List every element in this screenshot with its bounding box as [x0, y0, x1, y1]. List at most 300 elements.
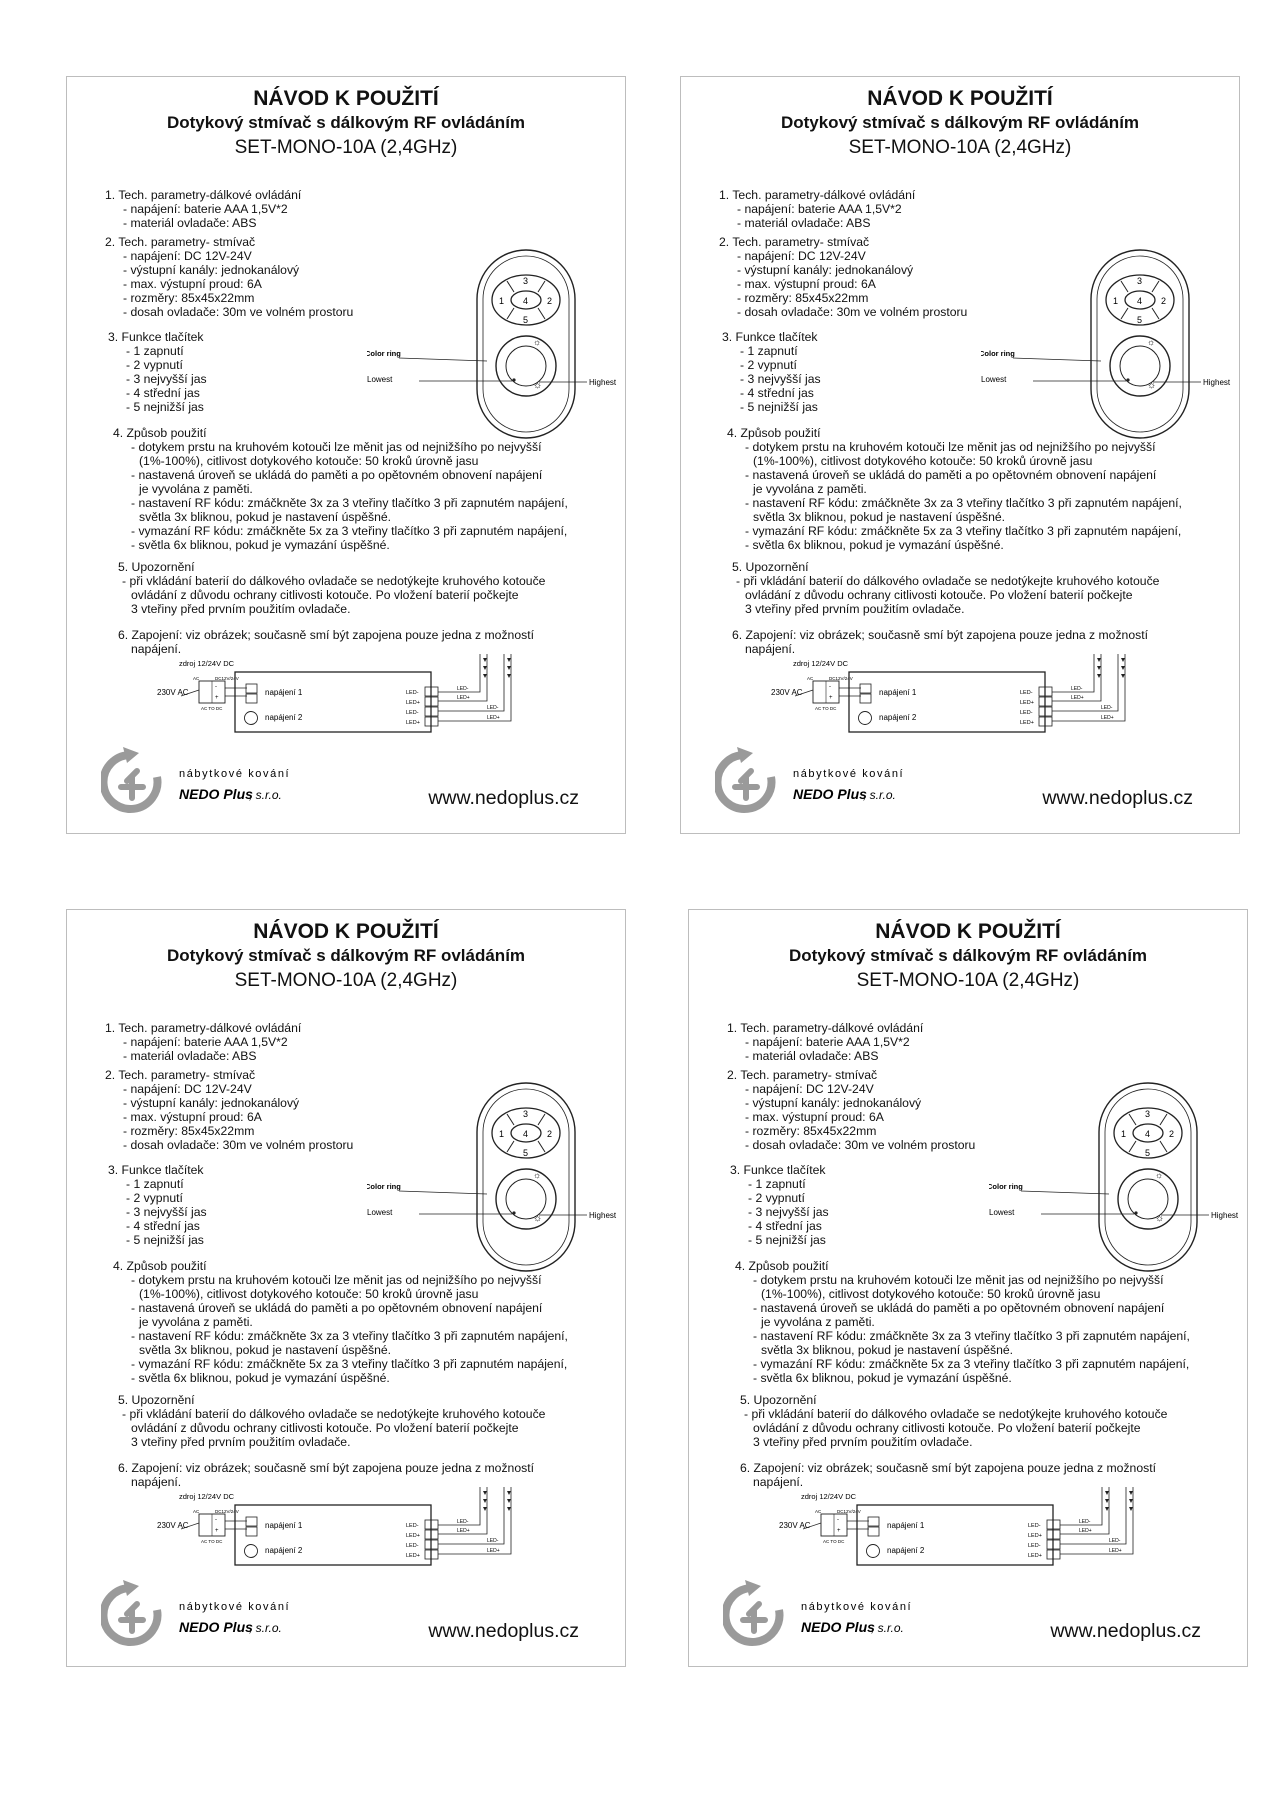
list-item: - 2 vypnutí — [748, 1191, 805, 1205]
remote-diagram — [989, 1082, 1239, 1282]
text-line: - světla 6x bliknou, pokud je vymazání úspěšné. — [745, 538, 1004, 552]
text-line: (1%-100%), citlivost dotykového kotouče: 50 kroků úrovně jasu — [753, 454, 1093, 468]
list-item: - napájení: baterie AAA 1,5V*2 — [123, 1035, 288, 1049]
card-subtitle: Dotykový stmívač s dálkovým RF ovládáním — [788, 946, 1148, 965]
sun-icon: ☼ — [533, 1213, 543, 1224]
list-item: - výstupní kanály: jednokanálový — [123, 263, 300, 277]
text-line: - nastavení RF kódu: zmáčkněte 3x za 3 vteřiny tlačítko 3 při zapnutém napájení, — [753, 1329, 1190, 1343]
ac-input-label: 230V AC — [157, 1521, 189, 1530]
button-label-2: 2 — [1169, 1129, 1175, 1139]
text-line: - dotykem prstu na kruhovém kotouči lze měnit jas od nejnižšího po nejvyšší — [131, 440, 542, 454]
list-item: - 2 vypnutí — [126, 1191, 183, 1205]
svg-text:LED-: LED- — [457, 686, 469, 692]
text-line: - nastavená úroveň se ukládá do paměti a po opětovném obnovení napájení — [745, 468, 1157, 482]
text-line: (1%-100%), citlivost dotykového kotouče: 50 kroků úrovně jasu — [761, 1287, 1101, 1301]
svg-text:LED-: LED- — [406, 690, 419, 696]
section-dimmer-params — [105, 235, 353, 319]
dimmer-box — [857, 1505, 1053, 1565]
section-heading: 1. Tech. parametry-dálkové ovládání — [727, 1021, 924, 1035]
svg-text:LED+: LED+ — [406, 700, 420, 706]
svg-text:LED+: LED+ — [1028, 1553, 1042, 1559]
color-ring — [1110, 336, 1170, 396]
section-button-functions — [722, 330, 821, 414]
text-line: 3 vteřiny před prvním použitím ovladače. — [131, 602, 351, 616]
highest-label: Highest — [589, 1211, 617, 1220]
svg-text:LED+: LED+ — [1079, 1528, 1092, 1534]
power2-label: napájení 2 — [887, 1546, 925, 1555]
section-heading: 1. Tech. parametry-dálkové ovládání — [105, 188, 302, 202]
svg-text:AC: AC — [807, 676, 814, 681]
section-heading: 4. Způsob použití — [113, 426, 207, 440]
button-label-5: 5 — [1145, 1148, 1151, 1158]
sun-icon: ☼ — [1147, 380, 1157, 391]
svg-text:LED+: LED+ — [406, 1533, 420, 1539]
text-line: je vyvolána z paměti. — [753, 482, 867, 496]
svg-text:+: + — [215, 1528, 219, 1534]
svg-text:nábytkové kování: nábytkové kování — [801, 1601, 913, 1613]
remote-diagram — [981, 249, 1231, 449]
text-line: (1%-100%), citlivost dotykového kotouče: 50 kroků úrovně jasu — [139, 1287, 479, 1301]
remote-diagram — [367, 249, 617, 449]
power1-label: napájení 1 — [887, 1521, 925, 1530]
section-heading: 3. Funkce tlačítek — [730, 1163, 826, 1177]
lowest-label: Lowest — [981, 375, 1007, 384]
section-remote-params — [719, 188, 915, 230]
button-label-5: 5 — [523, 1148, 529, 1158]
text-line: 3 vteřiny před prvním použitím ovladače. — [745, 602, 965, 616]
instruction-card — [66, 76, 626, 834]
power2-label: napájení 2 — [265, 1546, 303, 1555]
button-label-1: 1 — [499, 1129, 505, 1139]
section-heading: 2. Tech. parametry- stmívač — [727, 1068, 878, 1082]
list-item: - rozměry: 85x45x22mm — [745, 1124, 877, 1138]
button-label-3: 3 — [1137, 276, 1143, 286]
svg-text:, s.r.o.: , s.r.o. — [249, 1621, 282, 1635]
remote-diagram — [367, 1082, 617, 1282]
svg-text:DC12V/24V: DC12V/24V — [215, 1509, 239, 1514]
svg-text:LED-: LED- — [406, 710, 419, 716]
source-label: zdroj 12/24V DC — [801, 1492, 857, 1501]
sun-icon: ☼ — [533, 1170, 542, 1180]
section-heading: 6. Zapojení: viz obrázek; současně smí být zapojena pouze jedna z možností — [732, 628, 1148, 642]
text-line: - nastavení RF kódu: zmáčkněte 3x za 3 vteřiny tlačítko 3 při zapnutém napájení, — [131, 1329, 568, 1343]
lowest-label: Lowest — [367, 1208, 393, 1217]
button-label-4: 4 — [1145, 1129, 1151, 1139]
svg-text:, s.r.o.: , s.r.o. — [871, 1621, 904, 1635]
text-line: 3 vteřiny před prvním použitím ovladače. — [753, 1435, 973, 1449]
section-remote-params — [105, 188, 301, 230]
svg-text:LED-: LED- — [406, 1543, 419, 1549]
list-item: - napájení: DC 12V-24V — [123, 249, 252, 263]
svg-text:nábytkové kování: nábytkové kování — [793, 768, 905, 780]
list-item: - výstupní kanály: jednokanálový — [737, 263, 914, 277]
text-line: - dotykem prstu na kruhovém kotouči lze měnit jas od nejnižšího po nejvyšší — [131, 1273, 542, 1287]
list-item: - rozměry: 85x45x22mm — [123, 291, 255, 305]
svg-text:AC TO DC: AC TO DC — [815, 706, 837, 711]
company-logo — [715, 747, 975, 817]
text-line: - při vkládání baterií do dálkového ovladače se nedotýkejte kruhového kotouče — [736, 574, 1160, 588]
section-heading: 6. Zapojení: viz obrázek; současně smí být zapojena pouze jedna z možností — [118, 1461, 534, 1475]
list-item: - dosah ovladače: 30m ve volném prostoru — [737, 305, 968, 319]
svg-text:LED-: LED- — [487, 1538, 499, 1544]
list-item: - max. výstupní proud: 6A — [123, 277, 262, 291]
list-item: - napájení: DC 12V-24V — [737, 249, 866, 263]
svg-text:LED-: LED- — [1079, 1519, 1091, 1525]
website-url[interactable]: www.nedoplus.cz — [1042, 787, 1193, 809]
source-label: zdroj 12/24V DC — [179, 659, 235, 668]
list-item: - 1 zapnutí — [126, 344, 184, 358]
model-name: SET-MONO-10A (2,4GHz) — [234, 970, 458, 991]
text-line: je vyvolána z paměti. — [139, 1315, 253, 1329]
button-label-4: 4 — [523, 1129, 529, 1139]
text-line: - při vkládání baterií do dálkového ovladače se nedotýkejte kruhového kotouče — [122, 574, 546, 588]
list-item: - 3 nejvyšší jas — [126, 372, 207, 386]
list-item: - napájení: baterie AAA 1,5V*2 — [745, 1035, 910, 1049]
list-item: - 5 nejnižší jas — [748, 1233, 826, 1247]
svg-text:LED+: LED+ — [1020, 720, 1034, 726]
svg-text:AC: AC — [815, 1509, 822, 1514]
power1-label: napájení 1 — [265, 1521, 303, 1530]
section-heading: 2. Tech. parametry- stmívač — [719, 235, 870, 249]
section-heading: 2. Tech. parametry- stmívač — [105, 235, 256, 249]
wiring-diagram — [157, 1485, 537, 1590]
text-line: ovládání z důvodu ochrany citlivosti kotouče. Po vložení baterií počkejte — [753, 1421, 1141, 1435]
section-dimmer-params — [727, 1068, 975, 1152]
text-line: 3 vteřiny před prvním použitím ovladače. — [131, 1435, 351, 1449]
list-item: - 4 střední jas — [748, 1219, 822, 1233]
wiring-diagram — [771, 652, 1151, 757]
website-url[interactable]: www.nedoplus.cz — [428, 787, 579, 809]
text-line: - nastavená úroveň se ukládá do paměti a po opětovném obnovení napájení — [131, 468, 543, 482]
list-item: - rozměry: 85x45x22mm — [123, 1124, 255, 1138]
section-heading: 1. Tech. parametry-dálkové ovládání — [719, 188, 916, 202]
text-line: napájení. — [753, 1475, 804, 1489]
svg-text:LED-: LED- — [487, 705, 499, 711]
text-line: ovládání z důvodu ochrany citlivosti kotouče. Po vložení baterií počkejte — [745, 588, 1133, 602]
text-line: je vyvolána z paměti. — [139, 482, 253, 496]
svg-text:LED+: LED+ — [487, 1548, 500, 1554]
color-ring — [496, 1169, 556, 1229]
button-label-4: 4 — [1137, 296, 1143, 306]
card-subtitle: Dotykový stmívač s dálkovým RF ovládáním — [166, 113, 526, 132]
section-warning — [732, 560, 1159, 616]
svg-text:nábytkové kování: nábytkové kování — [179, 768, 291, 780]
list-item: - napájení: baterie AAA 1,5V*2 — [737, 202, 902, 216]
source-label: zdroj 12/24V DC — [179, 1492, 235, 1501]
list-item: - max. výstupní proud: 6A — [737, 277, 876, 291]
list-item: - 3 nejvyšší jas — [748, 1205, 829, 1219]
wiring-diagram — [157, 652, 537, 757]
list-item: - 2 vypnutí — [740, 358, 797, 372]
model-name: SET-MONO-10A (2,4GHz) — [848, 137, 1072, 158]
section-heading: 6. Zapojení: viz obrázek; současně smí být zapojena pouze jedna z možností — [118, 628, 534, 642]
highest-label: Highest — [589, 378, 617, 387]
list-item: - 1 zapnutí — [748, 1177, 806, 1191]
list-item: - dosah ovladače: 30m ve volném prostoru — [123, 305, 354, 319]
section-usage — [735, 1259, 1190, 1385]
section-heading: 5. Upozornění — [740, 1393, 817, 1407]
lowest-label: Lowest — [367, 375, 393, 384]
section-usage — [113, 1259, 568, 1385]
list-item: - materiál ovladače: ABS — [123, 216, 257, 230]
svg-text:-: - — [837, 1517, 839, 1523]
section-remote-params — [727, 1021, 923, 1063]
instruction-card — [66, 909, 626, 1667]
instruction-card — [680, 76, 1240, 834]
svg-text:LED-: LED- — [1020, 690, 1033, 696]
svg-text:NEDO Plus: NEDO Plus — [801, 1619, 875, 1635]
svg-text:LED+: LED+ — [1020, 700, 1034, 706]
color-ring — [1118, 1169, 1178, 1229]
button-label-3: 3 — [523, 276, 529, 286]
button-label-1: 1 — [499, 296, 505, 306]
card-title: NÁVOD K POUŽITÍ — [875, 920, 1061, 943]
svg-text:NEDO Plus: NEDO Plus — [179, 786, 253, 802]
svg-text:LED-: LED- — [1020, 710, 1033, 716]
svg-text:LED-: LED- — [457, 1519, 469, 1525]
section-usage — [113, 426, 568, 552]
sun-icon: ☼ — [533, 380, 543, 391]
text-line: - dotykem prstu na kruhovém kotouči lze měnit jas od nejnižšího po nejvyšší — [745, 440, 1156, 454]
list-item: - materiál ovladače: ABS — [737, 216, 871, 230]
sun-icon: ☼ — [533, 337, 542, 347]
list-item: - 5 nejnižší jas — [126, 400, 204, 414]
svg-text:LED+: LED+ — [406, 720, 420, 726]
highest-label: Highest — [1211, 1211, 1239, 1220]
svg-text:LED+: LED+ — [1071, 695, 1084, 701]
text-line: napájení. — [745, 642, 796, 656]
section-dimmer-params — [105, 1068, 353, 1152]
text-line: napájení. — [131, 642, 182, 656]
power2-label: napájení 2 — [265, 713, 303, 722]
button-label-1: 1 — [1113, 296, 1119, 306]
section-button-functions — [108, 330, 207, 414]
text-line: - světla 6x bliknou, pokud je vymazání úspěšné. — [131, 1371, 390, 1385]
section-button-functions — [730, 1163, 829, 1247]
text-line: - vymazání RF kódu: zmáčkněte 5x za 3 vteřiny tlačítko 3 při zapnutém napájení, — [131, 524, 568, 538]
list-item: - napájení: DC 12V-24V — [745, 1082, 874, 1096]
svg-text:+: + — [837, 1528, 841, 1534]
model-name: SET-MONO-10A (2,4GHz) — [234, 137, 458, 158]
svg-text:AC: AC — [193, 1509, 200, 1514]
text-line: - nastavení RF kódu: zmáčkněte 3x za 3 vteřiny tlačítko 3 při zapnutém napájení, — [131, 496, 568, 510]
list-item: - 4 střední jas — [126, 386, 200, 400]
list-item: - materiál ovladače: ABS — [123, 1049, 257, 1063]
power1-label: napájení 1 — [265, 688, 303, 697]
section-heading: 2. Tech. parametry- stmívač — [105, 1068, 256, 1082]
button-label-1: 1 — [1121, 1129, 1127, 1139]
text-line: světla 3x bliknou, pokud je nastavení úspěšné. — [139, 510, 392, 524]
section-heading: 5. Upozornění — [118, 560, 195, 574]
card-subtitle: Dotykový stmívač s dálkovým RF ovládáním — [780, 113, 1140, 132]
section-warning — [118, 560, 545, 616]
text-line: světla 3x bliknou, pokud je nastavení úspěšné. — [761, 1343, 1014, 1357]
section-button-functions — [108, 1163, 207, 1247]
section-heading: 5. Upozornění — [732, 560, 809, 574]
svg-text:LED-: LED- — [1109, 1538, 1121, 1544]
ac-input-label: 230V AC — [157, 688, 189, 697]
section-heading: 3. Funkce tlačítek — [722, 330, 818, 344]
text-line: - nastavení RF kódu: zmáčkněte 3x za 3 vteřiny tlačítko 3 při zapnutém napájení, — [745, 496, 1182, 510]
sun-icon: ☼ — [1155, 1170, 1164, 1180]
svg-text:-: - — [215, 1517, 217, 1523]
button-label-5: 5 — [523, 315, 529, 325]
svg-text:+: + — [829, 695, 833, 701]
website-url[interactable]: www.nedoplus.cz — [1050, 1620, 1201, 1642]
list-item: - 4 střední jas — [126, 1219, 200, 1233]
company-logo — [723, 1580, 983, 1650]
section-usage — [727, 426, 1182, 552]
list-item: - max. výstupní proud: 6A — [745, 1110, 884, 1124]
svg-text:-: - — [829, 684, 831, 690]
list-item: - výstupní kanály: jednokanálový — [123, 1096, 300, 1110]
power1-label: napájení 1 — [879, 688, 917, 697]
section-heading: 6. Zapojení: viz obrázek; současně smí být zapojena pouze jedna z možností — [740, 1461, 1156, 1475]
button-label-4: 4 — [523, 296, 529, 306]
svg-text:AC TO DC: AC TO DC — [201, 1539, 223, 1544]
list-item: - výstupní kanály: jednokanálový — [745, 1096, 922, 1110]
svg-text:LED+: LED+ — [1109, 1548, 1122, 1554]
text-line: - při vkládání baterií do dálkového ovladače se nedotýkejte kruhového kotouče — [122, 1407, 546, 1421]
company-logo — [101, 1580, 361, 1650]
section-heading: 4. Způsob použití — [113, 1259, 207, 1273]
color-ring-label: Color ring — [367, 349, 401, 358]
svg-text:DC12V/24V: DC12V/24V — [215, 676, 239, 681]
list-item: - max. výstupní proud: 6A — [123, 1110, 262, 1124]
list-item: - 4 střední jas — [740, 386, 814, 400]
text-line: napájení. — [131, 1475, 182, 1489]
text-line: světla 3x bliknou, pokud je nastavení úspěšné. — [139, 1343, 392, 1357]
section-heading: 4. Způsob použití — [735, 1259, 829, 1273]
svg-text:LED+: LED+ — [1101, 715, 1114, 721]
svg-text:DC12V/24V: DC12V/24V — [837, 1509, 861, 1514]
lowest-label: Lowest — [989, 1208, 1015, 1217]
list-item: - materiál ovladače: ABS — [745, 1049, 879, 1063]
company-logo — [101, 747, 361, 817]
button-label-2: 2 — [1161, 296, 1167, 306]
list-item: - 3 nejvyšší jas — [126, 1205, 207, 1219]
text-line: - vymazání RF kódu: zmáčkněte 5x za 3 vteřiny tlačítko 3 při zapnutém napájení, — [131, 1357, 568, 1371]
section-warning — [740, 1393, 1167, 1449]
section-heading: 1. Tech. parametry-dálkové ovládání — [105, 1021, 302, 1035]
text-line: - světla 6x bliknou, pokud je vymazání úspěšné. — [131, 538, 390, 552]
list-item: - 1 zapnutí — [126, 1177, 184, 1191]
svg-text:LED+: LED+ — [1028, 1533, 1042, 1539]
color-ring-label: Color ring — [989, 1182, 1023, 1191]
svg-text:NEDO Plus: NEDO Plus — [793, 786, 867, 802]
list-item: - dosah ovladače: 30m ve volném prostoru — [745, 1138, 976, 1152]
section-heading: 3. Funkce tlačítek — [108, 1163, 204, 1177]
svg-text:LED-: LED- — [1028, 1523, 1041, 1529]
source-label: zdroj 12/24V DC — [793, 659, 849, 668]
svg-text:LED+: LED+ — [406, 1553, 420, 1559]
dimmer-box — [235, 1505, 431, 1565]
dimmer-box — [235, 672, 431, 732]
button-label-3: 3 — [1145, 1109, 1151, 1119]
color-ring-label: Color ring — [981, 349, 1015, 358]
section-warning — [118, 1393, 545, 1449]
svg-text:AC TO DC: AC TO DC — [823, 1539, 845, 1544]
button-label-2: 2 — [547, 296, 553, 306]
svg-text:LED-: LED- — [1101, 705, 1113, 711]
highest-label: Highest — [1203, 378, 1231, 387]
list-item: - rozměry: 85x45x22mm — [737, 291, 869, 305]
svg-text:NEDO Plus: NEDO Plus — [179, 1619, 253, 1635]
section-heading: 3. Funkce tlačítek — [108, 330, 204, 344]
ac-input-label: 230V AC — [771, 688, 803, 697]
card-title: NÁVOD K POUŽITÍ — [867, 87, 1053, 110]
ac-input-label: 230V AC — [779, 1521, 811, 1530]
model-name: SET-MONO-10A (2,4GHz) — [856, 970, 1080, 991]
card-subtitle: Dotykový stmívač s dálkovým RF ovládáním — [166, 946, 526, 965]
list-item: - 5 nejnižší jas — [740, 400, 818, 414]
list-item: - napájení: baterie AAA 1,5V*2 — [123, 202, 288, 216]
card-title: NÁVOD K POUŽITÍ — [253, 87, 439, 110]
section-heading: 5. Upozornění — [118, 1393, 195, 1407]
list-item: - 1 zapnutí — [740, 344, 798, 358]
power2-label: napájení 2 — [879, 713, 917, 722]
sun-icon: ☼ — [1155, 1213, 1165, 1224]
svg-text:LED+: LED+ — [457, 695, 470, 701]
text-line: je vyvolána z paměti. — [761, 1315, 875, 1329]
svg-text:, s.r.o.: , s.r.o. — [863, 788, 896, 802]
text-line: - dotykem prstu na kruhovém kotouči lze měnit jas od nejnižšího po nejvyšší — [753, 1273, 1164, 1287]
svg-text:nábytkové kování: nábytkové kování — [179, 1601, 291, 1613]
list-item: - dosah ovladače: 30m ve volném prostoru — [123, 1138, 354, 1152]
svg-text:AC: AC — [193, 676, 200, 681]
color-ring-label: Color ring — [367, 1182, 401, 1191]
text-line: (1%-100%), citlivost dotykového kotouče: 50 kroků úrovně jasu — [139, 454, 479, 468]
text-line: - nastavená úroveň se ukládá do paměti a po opětovném obnovení napájení — [131, 1301, 543, 1315]
text-line: světla 3x bliknou, pokud je nastavení úspěšné. — [753, 510, 1006, 524]
svg-text:, s.r.o.: , s.r.o. — [249, 788, 282, 802]
list-item: - 5 nejnižší jas — [126, 1233, 204, 1247]
svg-text:LED+: LED+ — [457, 1528, 470, 1534]
text-line: - vymazání RF kódu: zmáčkněte 5x za 3 vteřiny tlačítko 3 při zapnutém napájení, — [753, 1357, 1190, 1371]
svg-text:-: - — [215, 684, 217, 690]
svg-text:DC12V/24V: DC12V/24V — [829, 676, 853, 681]
sun-icon: ☼ — [1147, 337, 1156, 347]
instruction-card — [688, 909, 1248, 1667]
text-line: - při vkládání baterií do dálkového ovladače se nedotýkejte kruhového kotouče — [744, 1407, 1168, 1421]
svg-text:LED-: LED- — [406, 1523, 419, 1529]
text-line: ovládání z důvodu ochrany citlivosti kotouče. Po vložení baterií počkejte — [131, 588, 519, 602]
list-item: - 3 nejvyšší jas — [740, 372, 821, 386]
section-dimmer-params — [719, 235, 967, 319]
list-item: - napájení: DC 12V-24V — [123, 1082, 252, 1096]
website-url[interactable]: www.nedoplus.cz — [428, 1620, 579, 1642]
button-label-5: 5 — [1137, 315, 1143, 325]
color-ring — [496, 336, 556, 396]
text-line: - světla 6x bliknou, pokud je vymazání úspěšné. — [753, 1371, 1012, 1385]
svg-text:LED-: LED- — [1028, 1543, 1041, 1549]
section-remote-params — [105, 1021, 301, 1063]
section-heading: 4. Způsob použití — [727, 426, 821, 440]
svg-text:+: + — [215, 695, 219, 701]
text-line: - nastavená úroveň se ukládá do paměti a po opětovném obnovení napájení — [753, 1301, 1165, 1315]
list-item: - 2 vypnutí — [126, 358, 183, 372]
svg-text:LED+: LED+ — [487, 715, 500, 721]
text-line: ovládání z důvodu ochrany citlivosti kotouče. Po vložení baterií počkejte — [131, 1421, 519, 1435]
button-label-3: 3 — [523, 1109, 529, 1119]
dimmer-box — [849, 672, 1045, 732]
svg-text:AC TO DC: AC TO DC — [201, 706, 223, 711]
svg-text:LED-: LED- — [1071, 686, 1083, 692]
card-title: NÁVOD K POUŽITÍ — [253, 920, 439, 943]
wiring-diagram — [779, 1485, 1159, 1590]
button-label-2: 2 — [547, 1129, 553, 1139]
text-line: - vymazání RF kódu: zmáčkněte 5x za 3 vteřiny tlačítko 3 při zapnutém napájení, — [745, 524, 1182, 538]
